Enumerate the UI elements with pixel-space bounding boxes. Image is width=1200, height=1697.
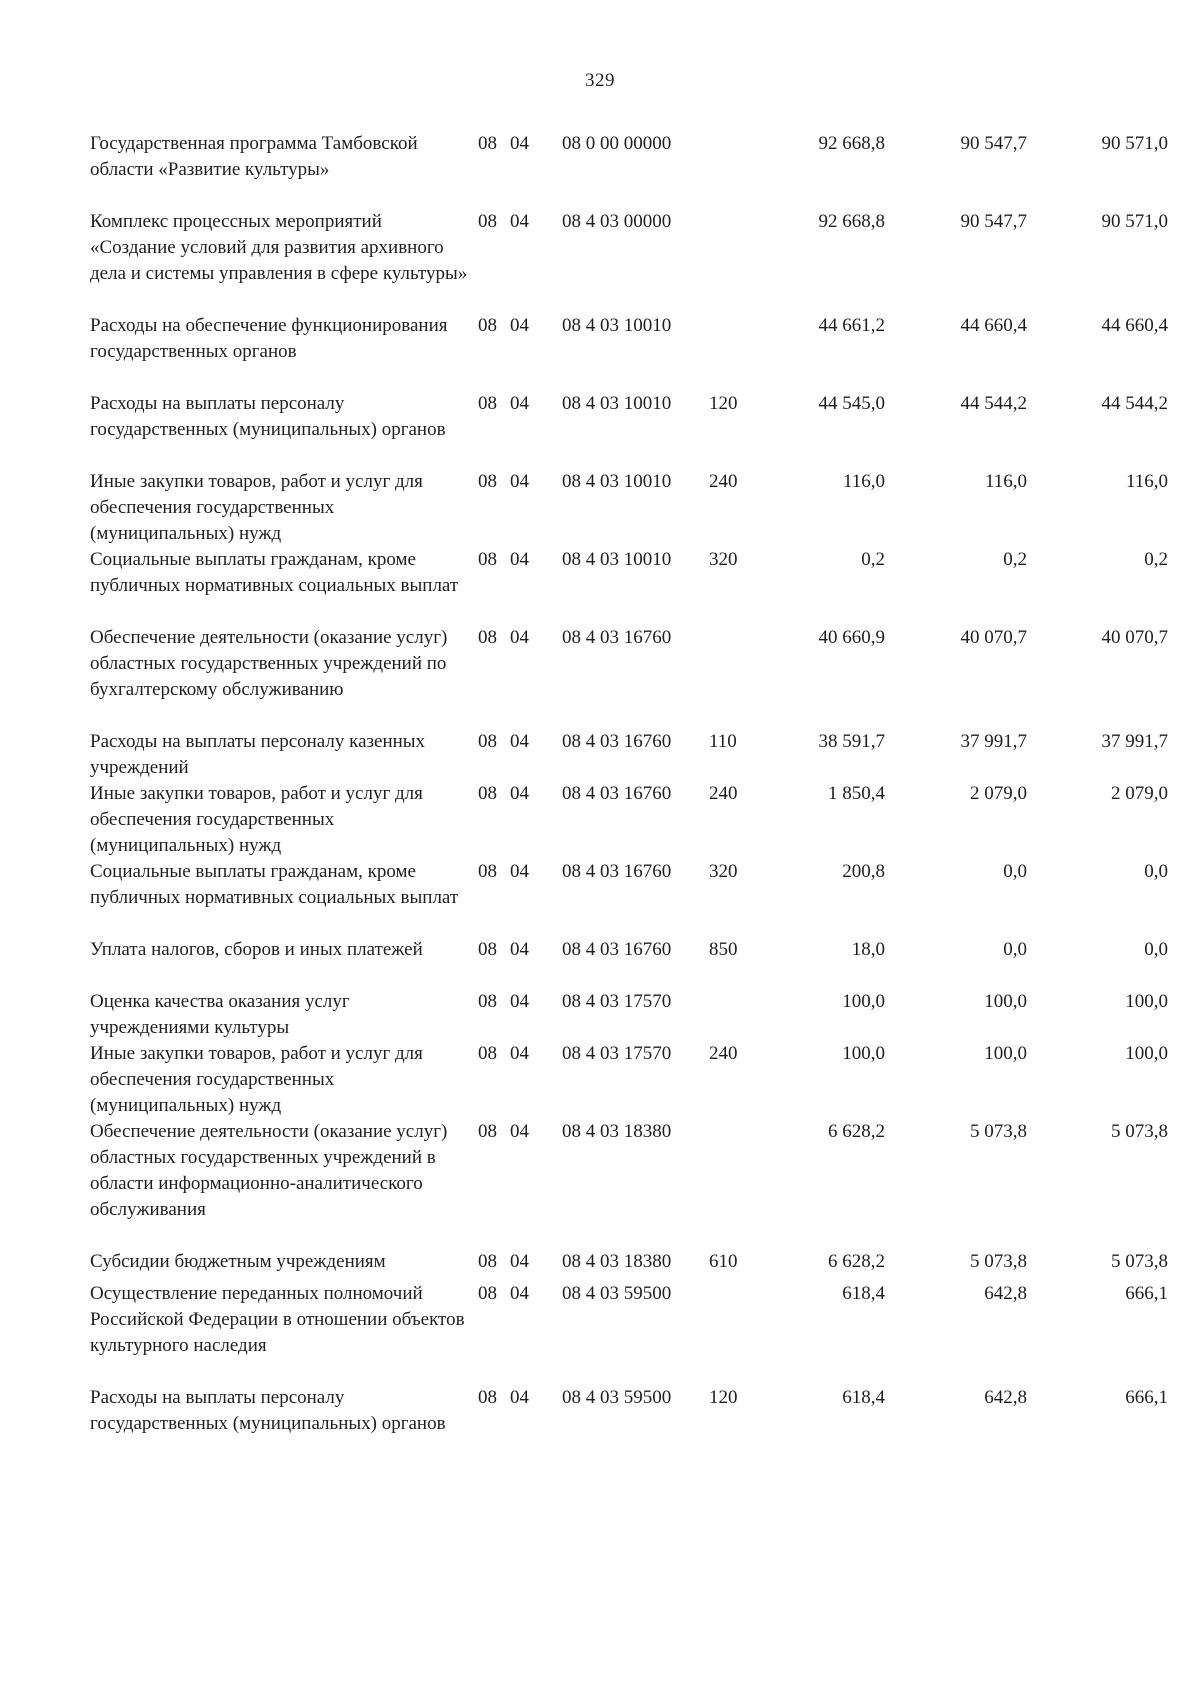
row-name: Уплата налогов, сборов и иных платежей	[90, 939, 423, 960]
table-row	[90, 547, 1170, 625]
row-section: 08 04	[478, 1387, 529, 1408]
row-amount-year-3: 100,0	[1125, 1043, 1168, 1064]
row-target-code: 08 4 03 17570	[562, 1043, 672, 1064]
row-name: Расходы на выплаты персоналу казенных учреждений	[90, 731, 426, 778]
row-section: 08 04	[478, 1121, 529, 1142]
row-amount-year-2: 100,0	[984, 1043, 1027, 1064]
table-row	[90, 1119, 1170, 1249]
row-name: Оценка качества оказания услуг учреждениями культуры	[90, 991, 350, 1038]
row-amount-year-2: 90 547,7	[960, 211, 1027, 232]
page-number: 329	[585, 70, 615, 91]
row-amount-year-1: 1 850,4	[828, 783, 885, 804]
row-expense-type: 120	[709, 393, 738, 414]
row-amount-year-2: 44 544,2	[960, 393, 1027, 414]
row-section: 08 04	[478, 939, 529, 960]
row-name: Расходы на выплаты персоналу государственных (муниципальных) органов	[90, 393, 446, 440]
table-row	[90, 313, 1170, 391]
row-expense-type: 110	[709, 731, 737, 752]
row-section: 08 04	[478, 1043, 529, 1064]
row-amount-year-3: 44 544,2	[1101, 393, 1168, 414]
row-amount-year-1: 40 660,9	[818, 627, 885, 648]
row-name: Социальные выплаты гражданам, кроме публичных нормативных социальных выплат	[90, 549, 459, 596]
table-row	[90, 469, 1170, 547]
row-amount-year-1: 100,0	[842, 1043, 885, 1064]
table-row	[90, 1281, 1170, 1385]
row-target-code: 08 4 03 10010	[562, 393, 672, 414]
row-amount-year-1: 6 628,2	[828, 1121, 885, 1142]
row-amount-year-2: 100,0	[984, 991, 1027, 1012]
row-name: Комплекс процессных мероприятий «Создание условий для развития архивного дела и системы управления в сфере культуры»	[90, 211, 468, 284]
row-name: Расходы на выплаты персоналу государственных (муниципальных) органов	[90, 1387, 446, 1434]
row-amount-year-1: 44 661,2	[818, 315, 885, 336]
row-target-code: 08 4 03 16760	[562, 939, 672, 960]
row-section: 08 04	[478, 627, 529, 648]
row-amount-year-2: 2 079,0	[970, 783, 1027, 804]
row-name: Государственная программа Тамбовской области «Развитие культуры»	[90, 133, 418, 180]
row-amount-year-3: 44 660,4	[1101, 315, 1168, 336]
row-amount-year-1: 92 668,8	[818, 133, 885, 154]
row-target-code: 08 4 03 10010	[562, 549, 672, 570]
table-row	[90, 391, 1170, 469]
row-amount-year-3: 40 070,7	[1101, 627, 1168, 648]
row-section: 08 04	[478, 861, 529, 882]
row-amount-year-3: 5 073,8	[1111, 1251, 1168, 1272]
row-target-code: 08 0 00 00000	[562, 133, 672, 154]
table-row	[90, 859, 1170, 937]
row-amount-year-2: 0,0	[1003, 861, 1027, 882]
row-amount-year-1: 0,2	[861, 549, 885, 570]
row-amount-year-2: 5 073,8	[970, 1121, 1027, 1142]
table-row	[90, 989, 1170, 1041]
row-amount-year-1: 92 668,8	[818, 211, 885, 232]
row-amount-year-3: 0,0	[1144, 861, 1168, 882]
budget-table	[90, 131, 1170, 1463]
row-name: Иные закупки товаров, работ и услуг для обеспечения государственных (муниципальных) нужд	[90, 471, 423, 544]
row-target-code: 08 4 03 10010	[562, 471, 672, 492]
row-name: Обеспечение деятельности (оказание услуг) областных государственных учреждений в области информационно-аналитического обслуживания	[90, 1121, 448, 1220]
row-amount-year-2: 40 070,7	[960, 627, 1027, 648]
row-name: Обеспечение деятельности (оказание услуг) областных государственных учреждений по бухгалтерскому обслуживанию	[90, 627, 448, 700]
row-section: 08 04	[478, 549, 529, 570]
table-row	[90, 209, 1170, 313]
row-name: Осуществление переданных полномочий Российской Федерации в отношении объектов культурного наследия	[90, 1283, 465, 1356]
row-name: Иные закупки товаров, работ и услуг для обеспечения государственных (муниципальных) нужд	[90, 783, 423, 856]
row-expense-type: 240	[709, 471, 738, 492]
row-amount-year-2: 5 073,8	[970, 1251, 1027, 1272]
row-expense-type: 240	[709, 783, 738, 804]
row-name: Иные закупки товаров, работ и услуг для обеспечения государственных (муниципальных) нужд	[90, 1043, 423, 1116]
table-row	[90, 729, 1170, 781]
row-target-code: 08 4 03 17570	[562, 991, 672, 1012]
row-amount-year-2: 0,2	[1003, 549, 1027, 570]
row-amount-year-3: 90 571,0	[1101, 211, 1168, 232]
row-name: Расходы на обеспечение функционирования государственных органов	[90, 315, 448, 362]
row-amount-year-2: 90 547,7	[960, 133, 1027, 154]
row-amount-year-2: 44 660,4	[960, 315, 1027, 336]
row-amount-year-3: 100,0	[1125, 991, 1168, 1012]
row-name: Субсидии бюджетным учреждениям	[90, 1251, 386, 1272]
row-target-code: 08 4 03 18380	[562, 1251, 672, 1272]
table-row	[90, 1249, 1170, 1281]
table-row	[90, 937, 1170, 989]
row-amount-year-3: 666,1	[1125, 1283, 1168, 1304]
row-target-code: 08 4 03 16760	[562, 627, 672, 648]
row-target-code: 08 4 03 59500	[562, 1283, 672, 1304]
row-section: 08 04	[478, 133, 529, 154]
row-target-code: 08 4 03 10010	[562, 315, 672, 336]
table-row	[90, 131, 1170, 209]
row-expense-type: 240	[709, 1043, 738, 1064]
row-amount-year-1: 618,4	[842, 1387, 885, 1408]
row-target-code: 08 4 03 16760	[562, 731, 672, 752]
row-target-code: 08 4 03 16760	[562, 861, 672, 882]
row-section: 08 04	[478, 731, 529, 752]
row-amount-year-1: 18,0	[851, 939, 885, 960]
row-amount-year-1: 100,0	[842, 991, 885, 1012]
row-amount-year-3: 0,2	[1144, 549, 1168, 570]
row-amount-year-1: 618,4	[842, 1283, 885, 1304]
row-amount-year-1: 6 628,2	[828, 1251, 885, 1272]
row-amount-year-1: 116,0	[842, 471, 885, 492]
row-amount-year-3: 0,0	[1144, 939, 1168, 960]
row-amount-year-2: 37 991,7	[960, 731, 1027, 752]
row-target-code: 08 4 03 59500	[562, 1387, 672, 1408]
table-row	[90, 625, 1170, 729]
row-amount-year-1: 200,8	[842, 861, 885, 882]
row-amount-year-1: 44 545,0	[818, 393, 885, 414]
row-expense-type: 320	[709, 861, 738, 882]
row-section: 08 04	[478, 471, 529, 492]
row-amount-year-3: 90 571,0	[1101, 133, 1168, 154]
row-section: 08 04	[478, 991, 529, 1012]
row-amount-year-3: 2 079,0	[1111, 783, 1168, 804]
row-amount-year-3: 666,1	[1125, 1387, 1168, 1408]
row-amount-year-2: 642,8	[984, 1387, 1027, 1408]
table-row	[90, 1041, 1170, 1119]
row-expense-type: 320	[709, 549, 738, 570]
row-amount-year-2: 0,0	[1003, 939, 1027, 960]
row-section: 08 04	[478, 315, 529, 336]
row-expense-type: 120	[709, 1387, 738, 1408]
row-expense-type: 850	[709, 939, 738, 960]
table-row	[90, 1385, 1170, 1463]
row-amount-year-2: 116,0	[984, 471, 1027, 492]
row-target-code: 08 4 03 00000	[562, 211, 672, 232]
row-section: 08 04	[478, 1283, 529, 1304]
row-section: 08 04	[478, 211, 529, 232]
row-section: 08 04	[478, 393, 529, 414]
row-amount-year-2: 642,8	[984, 1283, 1027, 1304]
row-amount-year-1: 38 591,7	[818, 731, 885, 752]
row-amount-year-3: 5 073,8	[1111, 1121, 1168, 1142]
row-amount-year-3: 116,0	[1125, 471, 1168, 492]
row-name: Социальные выплаты гражданам, кроме публичных нормативных социальных выплат	[90, 861, 459, 908]
row-target-code: 08 4 03 18380	[562, 1121, 672, 1142]
row-amount-year-3: 37 991,7	[1101, 731, 1168, 752]
row-expense-type: 610	[709, 1251, 738, 1272]
table-row	[90, 781, 1170, 859]
row-target-code: 08 4 03 16760	[562, 783, 672, 804]
row-section: 08 04	[478, 783, 529, 804]
row-section: 08 04	[478, 1251, 529, 1272]
